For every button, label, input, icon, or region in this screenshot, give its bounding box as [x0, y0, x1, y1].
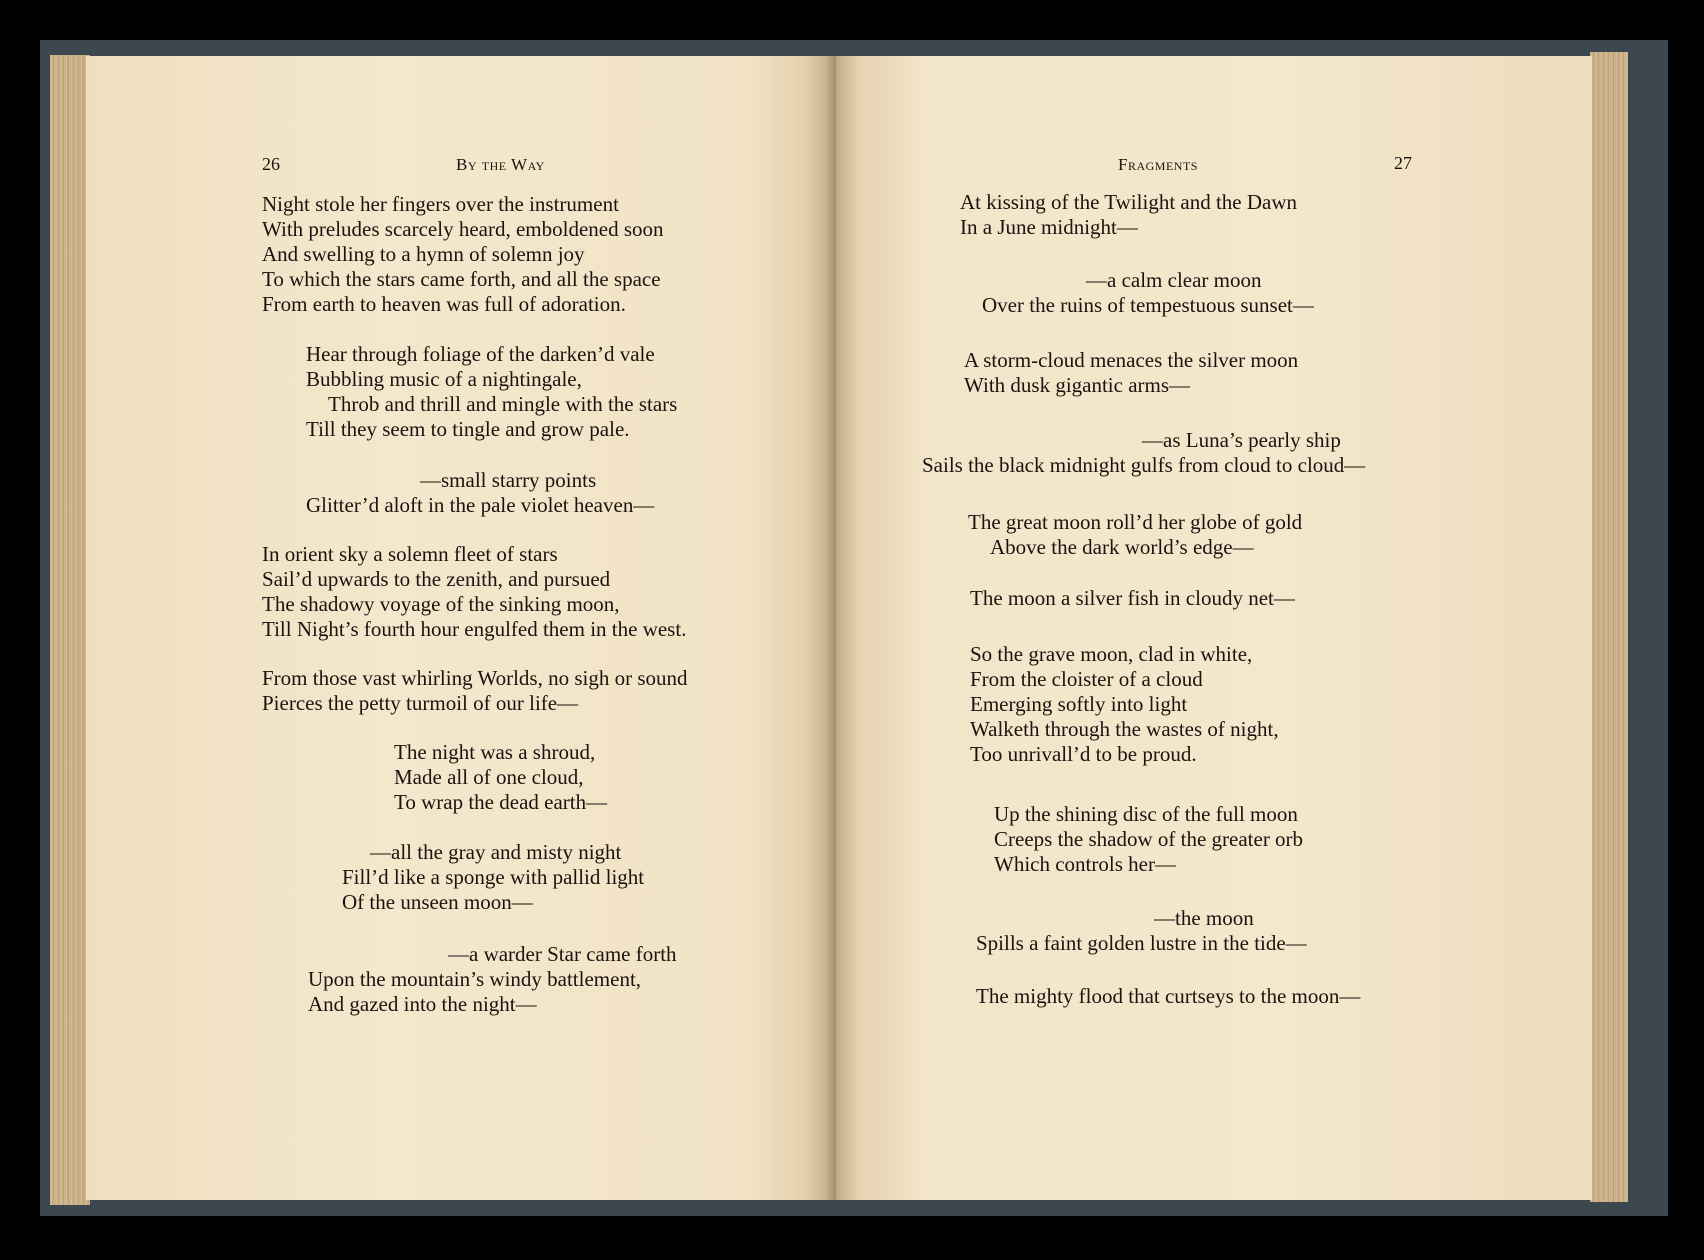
verse-line: Sail’d upwards to the zenith, and pursued — [262, 567, 611, 591]
verse-line: —small starry points — [420, 468, 597, 492]
verse-line: To which the stars came forth, and all the space — [262, 267, 661, 291]
verse-line: Till Night’s fourth hour engulfed them in the west. — [262, 617, 687, 641]
verse-line: Walketh through the wastes of night, — [970, 717, 1279, 741]
verse-line: In orient sky a solemn fleet of stars — [262, 542, 558, 566]
verse-line: Till they seem to tingle and grow pale. — [306, 417, 630, 441]
verse-line: Night stole her fingers over the instrument — [262, 192, 619, 216]
verse-line: Spills a faint golden lustre in the tide— — [976, 931, 1307, 955]
verse-line: Of the unseen moon— — [342, 890, 533, 914]
stanza — [960, 642, 1279, 767]
verse-line: Made all of one cloud, — [394, 765, 584, 789]
verse-line: From earth to heaven was full of adoration. — [262, 292, 626, 316]
verse-line: Emerging softly into light — [970, 692, 1188, 716]
stanza — [262, 468, 654, 518]
verse-line: Which controls her— — [994, 852, 1176, 876]
verse-line: Creeps the shadow of the greater orb — [994, 827, 1304, 851]
page-edges-left — [50, 55, 90, 1205]
verse-line: Hear through foliage of the darken’d vale — [306, 342, 655, 366]
stanza — [960, 348, 1298, 398]
stanza — [960, 268, 1314, 318]
stanza — [960, 984, 1360, 1009]
verse-line: —a warder Star came forth — [448, 942, 677, 966]
stanza — [262, 666, 688, 716]
stanza — [960, 190, 1297, 240]
verse-line: —the moon — [1154, 906, 1254, 930]
stanza — [262, 192, 664, 317]
verse-line: Too unrivall’d to be proud. — [970, 742, 1197, 766]
stanza — [262, 342, 677, 442]
stanza — [922, 428, 1365, 478]
stanza — [262, 542, 686, 642]
stanza — [262, 740, 607, 815]
verse-line: With preludes scarcely heard, emboldened soon — [262, 217, 664, 241]
left-page — [86, 56, 836, 1200]
verse-line: The moon a silver fish in cloudy net— — [970, 586, 1295, 610]
verse-line: Bubbling music of a nightingale, — [306, 367, 582, 391]
verse-line: —a calm clear moon — [1086, 268, 1262, 292]
verse-line: Sails the black midnight gulfs from cloud to cloud— — [922, 453, 1366, 477]
stanza — [960, 510, 1302, 560]
verse-line: The mighty flood that curtseys to the moon— — [976, 984, 1361, 1008]
page-number: 26 — [262, 154, 280, 174]
verse-line: So the grave moon, clad in white, — [970, 642, 1253, 666]
stanza — [262, 840, 644, 915]
running-head: By the Way — [456, 155, 545, 174]
verse-line: Throb and thrill and mingle with the stars — [328, 392, 678, 416]
verse-line: Fill’d like a sponge with pallid light — [342, 865, 645, 889]
verse-line: From those vast whirling Worlds, no sigh or sound — [262, 666, 688, 690]
page-number: 27 — [1394, 153, 1412, 173]
verse-line: —all the gray and misty night — [370, 840, 622, 864]
verse-line: —as Luna’s pearly ship — [1142, 428, 1341, 452]
verse-line: Upon the mountain’s windy battlement, — [308, 967, 642, 991]
verse-line: Up the shining disc of the full moon — [994, 802, 1298, 826]
verse-line: With dusk gigantic arms— — [964, 373, 1191, 397]
verse-line: Above the dark world’s edge— — [990, 535, 1254, 559]
verse-line: A storm-cloud menaces the silver moon — [964, 348, 1299, 372]
verse-line: From the cloister of a cloud — [970, 667, 1203, 691]
verse-line: At kissing of the Twilight and the Dawn — [960, 190, 1298, 214]
running-head: Fragments — [1118, 155, 1198, 174]
verse-line: The shadowy voyage of the sinking moon, — [262, 592, 620, 616]
verse-line: The night was a shroud, — [394, 740, 596, 764]
verse-line: And swelling to a hymn of solemn joy — [262, 242, 585, 266]
verse-line: The great moon roll’d her globe of gold — [968, 510, 1303, 534]
verse-line: To wrap the dead earth— — [394, 790, 608, 814]
right-page — [836, 56, 1592, 1200]
verse-line: Pierces the petty turmoil of our life— — [262, 691, 579, 715]
stanza — [960, 802, 1303, 877]
verse-line: And gazed into the night— — [308, 992, 537, 1016]
stanza — [262, 942, 677, 1017]
verse-line: Glitter’d aloft in the pale violet heaven— — [306, 493, 655, 517]
stanza — [960, 906, 1307, 956]
verse-line: Over the ruins of tempestuous sunset— — [982, 293, 1314, 317]
verse-line: In a June midnight— — [960, 215, 1138, 239]
page-edges-right — [1590, 52, 1628, 1202]
